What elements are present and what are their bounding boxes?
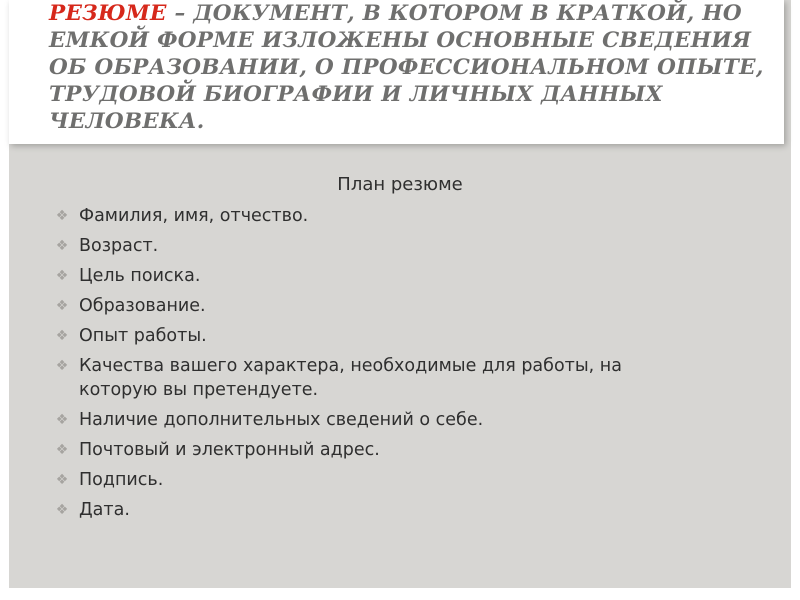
list-item: [54, 438, 694, 462]
list-item: [54, 354, 694, 402]
list-item-text: Цель поиска.: [79, 266, 201, 286]
diamond-bullet-icon: ❖: [55, 358, 69, 374]
list-item: [54, 234, 694, 258]
list-item-text: Образование.: [79, 296, 206, 316]
list-item-text: Дата.: [79, 500, 130, 520]
list-item-text: Возраст.: [79, 236, 159, 256]
title-box: [9, 0, 784, 144]
list-item: [54, 294, 694, 318]
list-item: [54, 468, 694, 492]
title-text: – ДОКУМЕНТ, В КОТОРОМ В КРАТКОЙ, НО ЕМКОЙ ФОРМЕ ИЗЛОЖЕНЫ ОСНОВНЫЕ СВЕДЕНИЯ ОБ ОБРАЗОВАНИИ, О ПРОФЕССИОНАЛЬНОМ ОПЫТЕ, ТРУДОВОЙ БИОГРАФИИ И ЛИЧНЫХ ДАННЫХ ЧЕЛОВЕКА.: [49, 1, 764, 134]
list-item: [54, 264, 694, 288]
diamond-bullet-icon: ❖: [55, 472, 69, 488]
list-item-text: Фамилия, имя, отчество.: [79, 206, 309, 226]
diamond-bullet-icon: ❖: [55, 208, 69, 224]
list-item-text: Подпись.: [79, 470, 164, 490]
plan-heading: План резюме: [337, 174, 463, 195]
slide-title: [49, 0, 793, 135]
diamond-bullet-icon: ❖: [55, 328, 69, 344]
list-item-text: Качества вашего характера, необходимые для работы, на которую вы претендуете.: [79, 356, 622, 400]
diamond-bullet-icon: ❖: [55, 268, 69, 284]
list-item-text: Опыт работы.: [79, 326, 207, 346]
list-item: [54, 408, 694, 432]
diamond-bullet-icon: ❖: [55, 502, 69, 518]
diamond-bullet-icon: ❖: [55, 298, 69, 314]
title-accent-word: РЕЗЮМЕ: [49, 1, 167, 26]
list-item: [54, 324, 694, 348]
plan-list: [54, 204, 694, 528]
list-item: [54, 498, 694, 522]
diamond-bullet-icon: ❖: [55, 238, 69, 254]
list-item: [54, 204, 694, 228]
list-item-text: Почтовый и электронный адрес.: [79, 440, 380, 460]
list-item-text: Наличие дополнительных сведений о себе.: [79, 410, 484, 430]
diamond-bullet-icon: ❖: [55, 442, 69, 458]
diamond-bullet-icon: ❖: [55, 412, 69, 428]
